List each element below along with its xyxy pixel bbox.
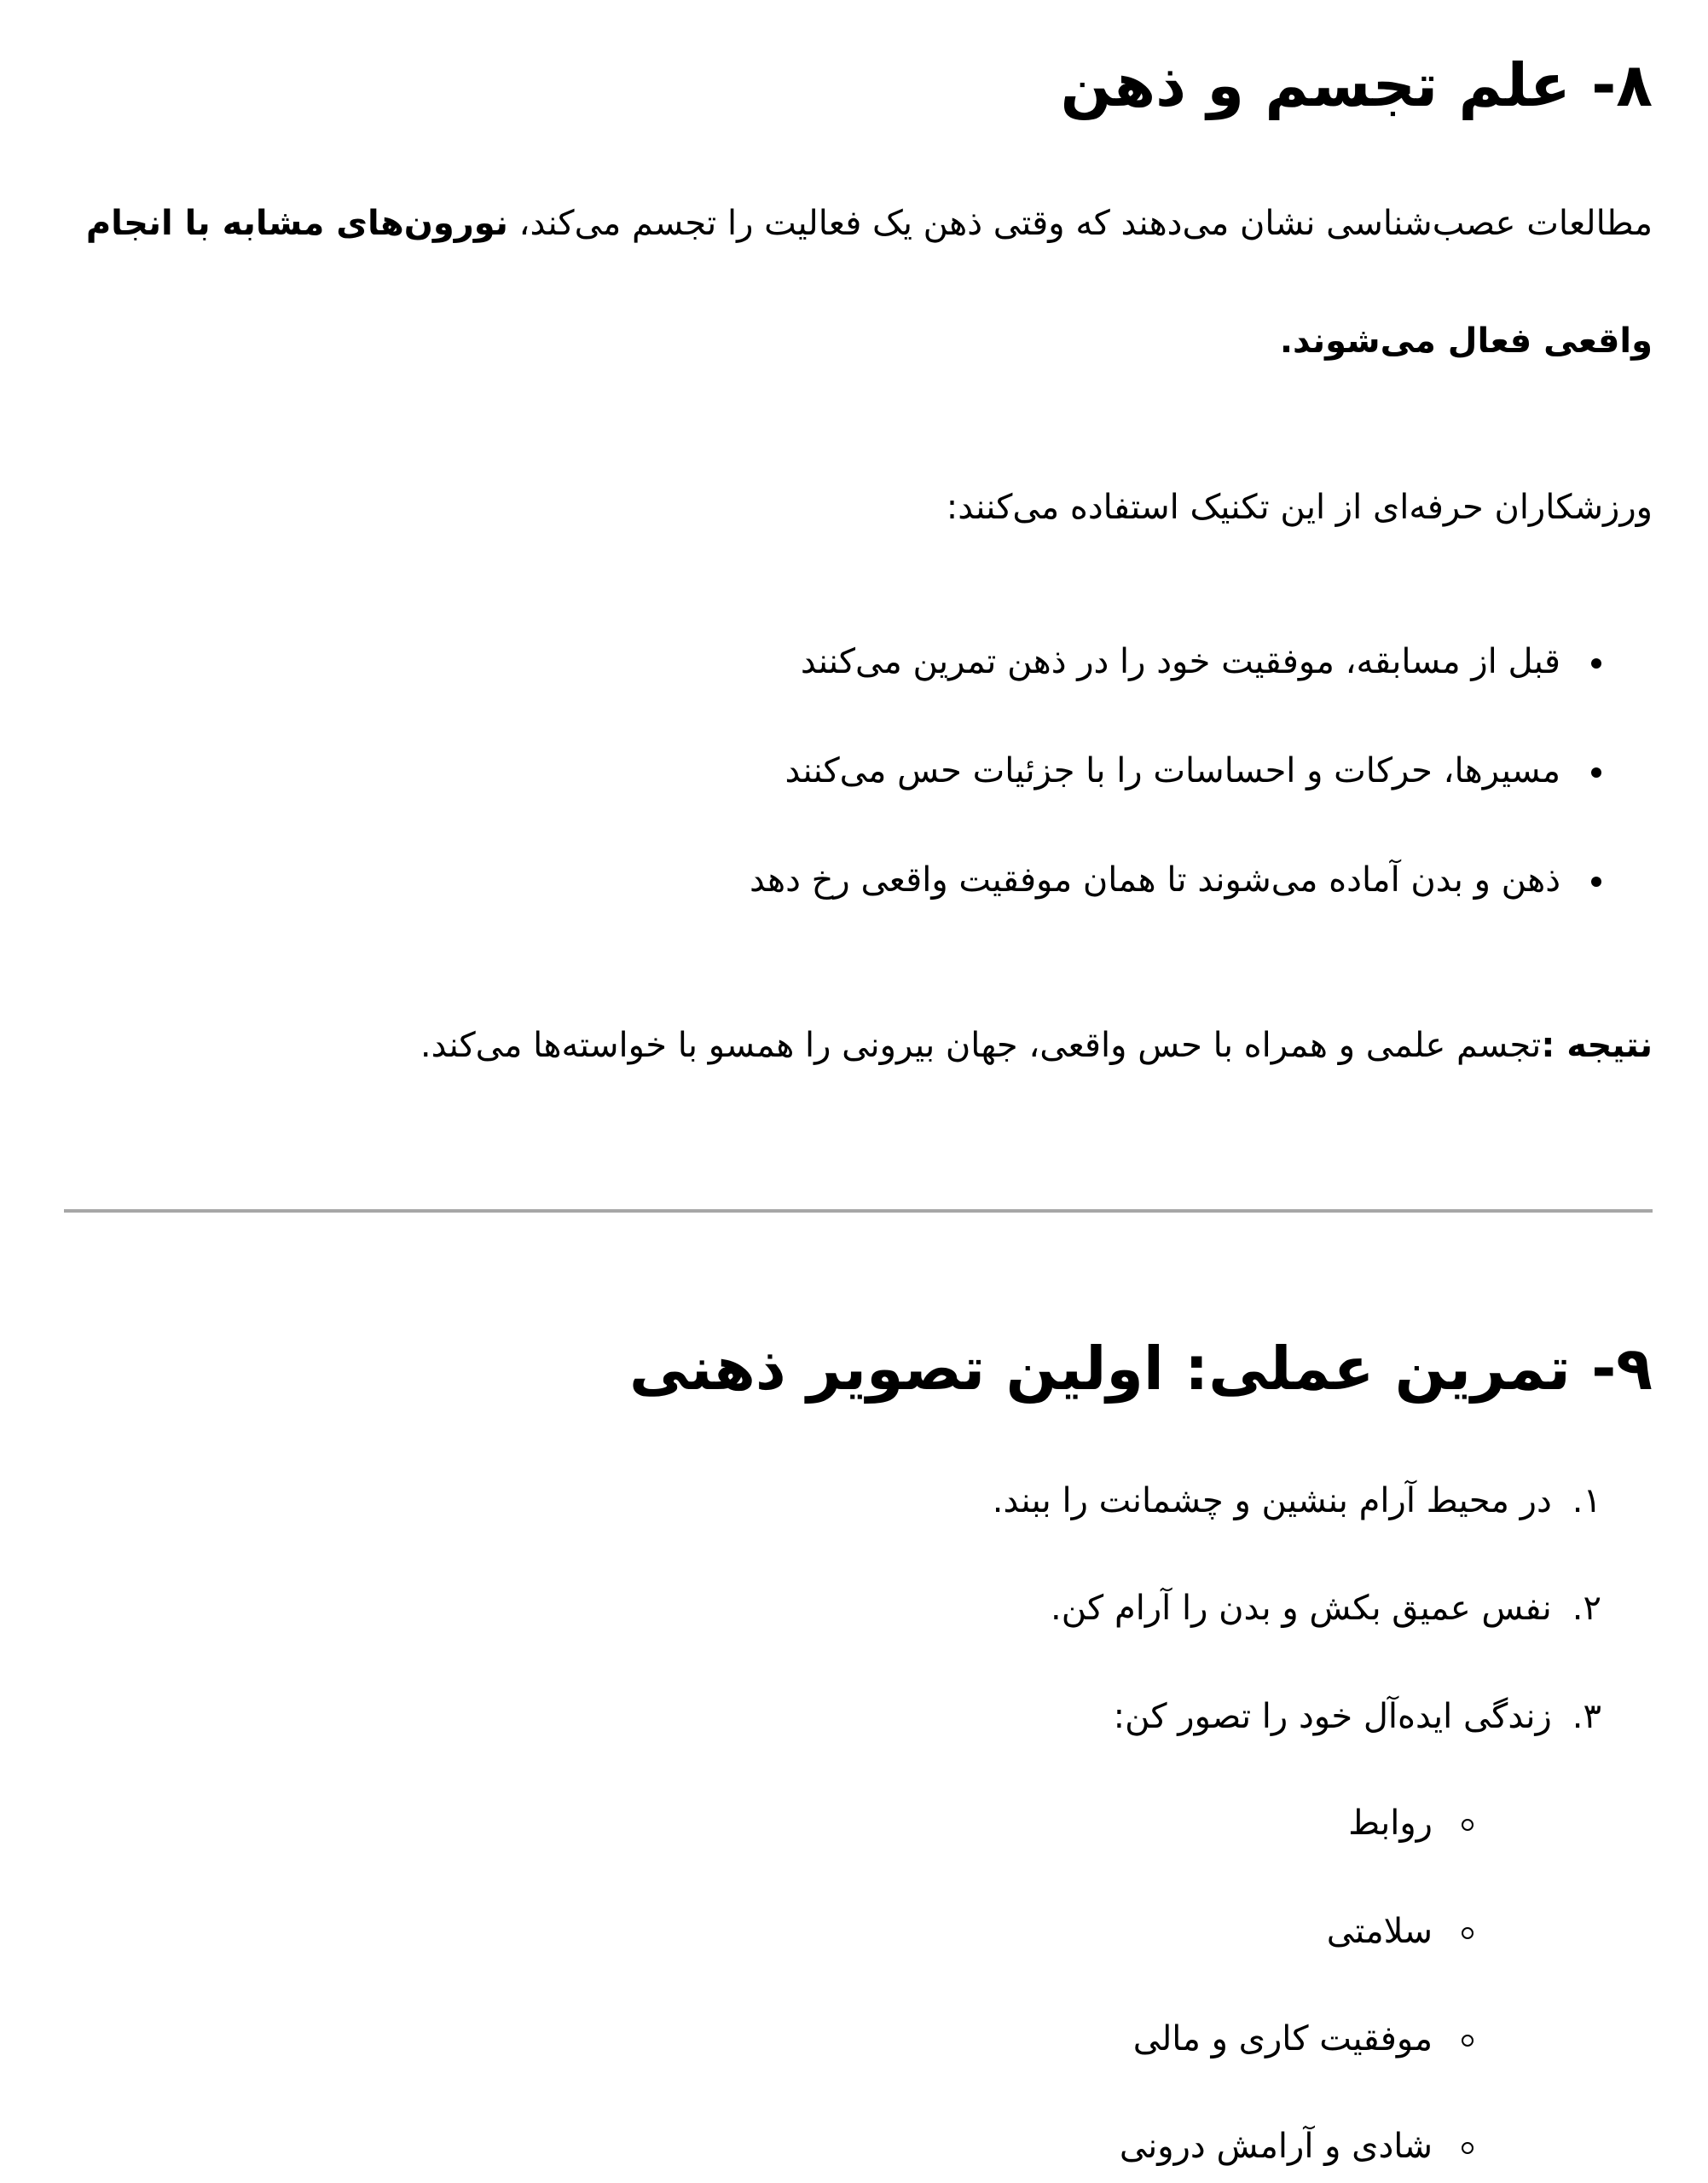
step-text: در محیط آرام بنشین و چشمانت را ببند. [992, 1481, 1552, 1520]
result-paragraph [420, 1020, 1653, 1071]
sub-list-item [1327, 1906, 1474, 1957]
section-8-intro-line-2 [1280, 316, 1653, 367]
numbered-step [993, 1475, 1601, 1526]
sub-list-item [1348, 1798, 1474, 1849]
section-8-heading: ۸- علم تجسم و ذهن [1060, 50, 1653, 120]
hollow-circle-icon [1462, 1927, 1474, 1939]
sub-item-text: سلامتی [1326, 1912, 1433, 1951]
section-9-heading: ۹- تمرین عملی: اولین تصویر ذهنی [629, 1334, 1653, 1404]
bullet-text: ذهن و بدن آماده می‌شوند تا همان موفقیت واقعی رخ دهد [749, 860, 1560, 900]
section-8-intro-line-1 [86, 198, 1653, 249]
numbered-step [1114, 1691, 1601, 1742]
sub-list-item [1120, 2121, 1474, 2172]
hollow-circle-icon [1462, 2035, 1474, 2047]
bullet-item [785, 745, 1602, 796]
bullet-dot-icon [1591, 658, 1601, 669]
hollow-circle-icon [1462, 1819, 1474, 1831]
step-number: ۲. [1572, 1589, 1601, 1628]
sub-list-item [1133, 2013, 1474, 2064]
sub-item-text: شادی و آرامش درونی [1119, 2127, 1433, 2166]
bullet-dot-icon [1591, 767, 1601, 778]
bullet-item [801, 636, 1601, 687]
sub-item-text: موفقیت کاری و مالی [1132, 2019, 1433, 2059]
intro-bold-text-continued: واقعی فعال می‌شوند. [1279, 321, 1653, 361]
intro-bold-text: نورون‌های مشابه با انجام [85, 204, 508, 243]
bullet-dot-icon [1591, 877, 1601, 887]
result-label: نتیجه : [1541, 1026, 1653, 1065]
step-number: ۱. [1572, 1481, 1601, 1520]
sub-item-text: روابط [1348, 1804, 1433, 1843]
bullet-item [750, 854, 1601, 906]
bullet-text: مسیرها، حرکات و احساسات را با جزئیات حس می‌کنند [785, 751, 1560, 790]
hollow-circle-icon [1462, 2142, 1474, 2154]
step-text: نفس عمیق بکش و بدن را آرام کن. [1051, 1589, 1552, 1628]
document-page [64, 0, 1653, 2183]
step-number: ۳. [1572, 1697, 1601, 1736]
athletes-intro: ورزشکاران حرفه‌ای از این تکنیک استفاده می‌کنند: [946, 488, 1653, 527]
intro-normal-text: مطالعات عصب‌شناسی نشان می‌دهند که وقتی ذهن یک فعالیت را تجسم می‌کند، [507, 204, 1653, 243]
bullet-text: قبل از مسابقه، موفقیت خود را در ذهن تمرین می‌کنند [800, 642, 1560, 681]
result-text: تجسم علمی و همراه با حس واقعی، جهان بیرونی را همسو با خواسته‌ها می‌کند. [420, 1026, 1542, 1065]
step-text: زندگی ایده‌آل خود را تصور کن: [1113, 1697, 1552, 1736]
numbered-step [1051, 1583, 1601, 1634]
section-divider [64, 1209, 1653, 1213]
